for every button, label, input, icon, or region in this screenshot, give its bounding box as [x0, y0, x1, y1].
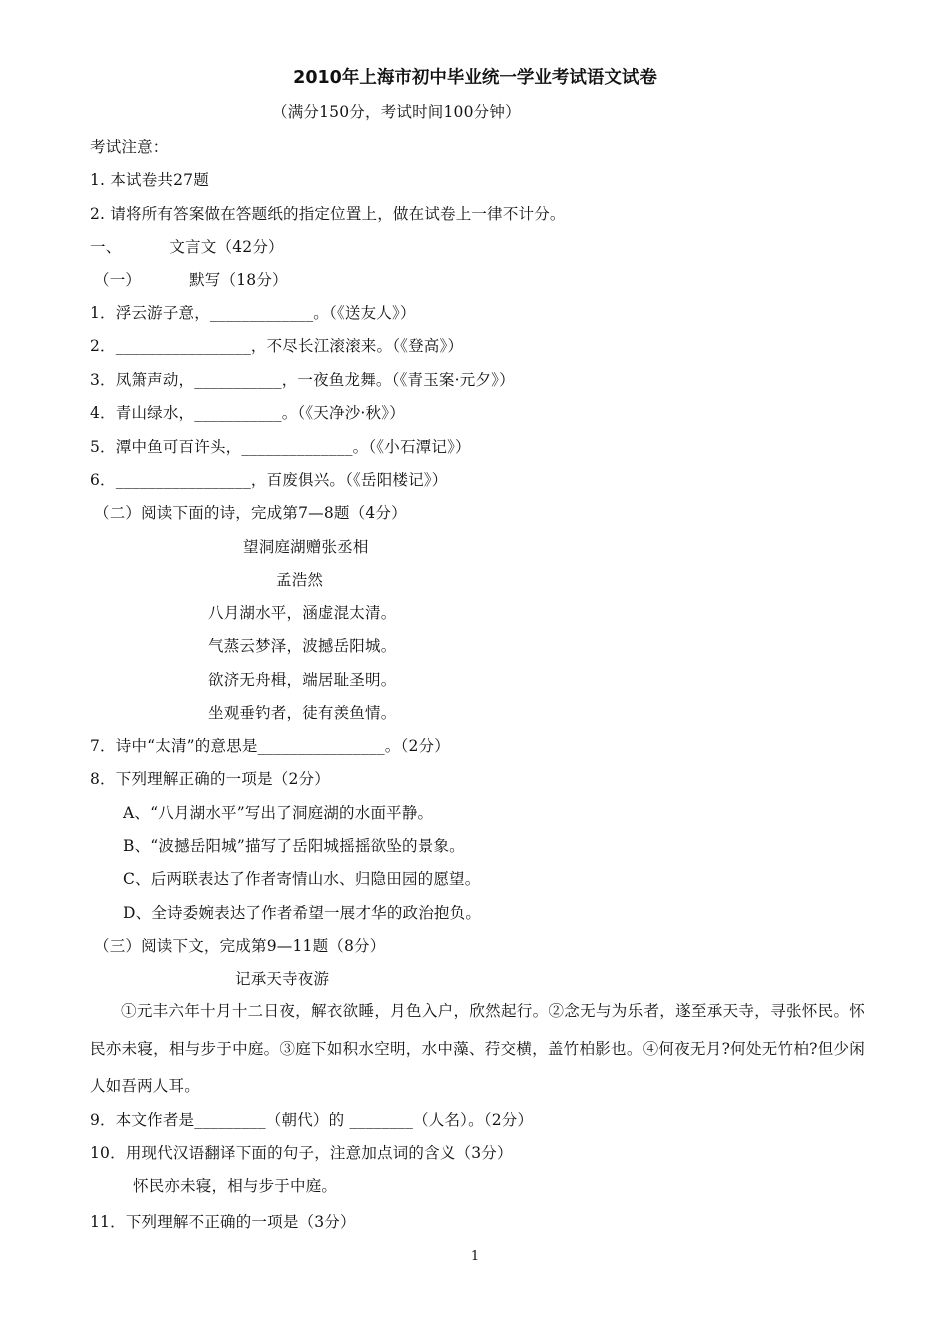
- question-9: 9．本文作者是_________（朝代）的 ________（人名）。（2分）: [90, 1111, 534, 1129]
- part-heading: （二）阅读下面的诗，完成第7—8题（4分）: [94, 504, 407, 522]
- option-d: D、全诗委婉表达了作者希望一展才华的政治抱负。: [123, 904, 482, 922]
- question-7: 7．诗中“太清”的意思是________________。（2分）: [90, 737, 450, 755]
- notice-item: 2. 请将所有答案做在答题纸的指定位置上，做在试卷上一律不计分。: [90, 205, 566, 223]
- notice-header: 考试注意：: [90, 138, 169, 156]
- part-label: 默写（18分）: [189, 271, 288, 289]
- classical-passage: ①元丰六年十月十二日夜，解衣欲睡，月色入户，欣然起行。②念无与为乐者，遂至承天寺，寻张怀民。怀民亦未寝，相与步于中庭。③庭下如积水空明，水中藻、荇交横，盖竹柏影也。④何夜无月?何处无竹柏?但少闲人如吾两人耳。: [90, 1002, 865, 1095]
- poem-line: 八月湖水平，涵虚混太清。: [208, 604, 397, 622]
- page-number: 1: [470, 1249, 480, 1264]
- question-11: 11．下列理解不正确的一项是（3分）: [90, 1213, 356, 1231]
- exam-title: 2010年上海市初中毕业统一学业考试语文试卷: [293, 68, 657, 88]
- notice-item: 1. 本试卷共27题: [90, 171, 209, 189]
- poem-line: 坐观垂钓者，徒有羡鱼情。: [208, 704, 397, 722]
- question-2: 2．_________________，不尽长江滚滚来。（《登高》）: [90, 337, 464, 355]
- poem-line: 气蒸云梦泽，波撼岳阳城。: [208, 637, 397, 655]
- question-10: 10．用现代汉语翻译下面的句子，注意加点词的含义（3分）: [90, 1144, 513, 1162]
- translate-sentence: 怀民亦未寝，相与步于中庭。: [133, 1177, 338, 1195]
- question-1: 1．浮云游子意，_____________。（《送友人》）: [90, 304, 416, 322]
- option-a: A、“八月湖水平”写出了洞庭湖的水面平静。: [123, 804, 434, 822]
- question-8: 8．下列理解正确的一项是（2分）: [90, 770, 330, 788]
- question-6: 6．_________________，百废俱兴。（《岳阳楼记》）: [90, 471, 448, 489]
- question-3: 3．凤箫声动，___________，一夜鱼龙舞。（《青玉案·元夕》）: [90, 371, 515, 389]
- poem-title: 望洞庭湖赠张丞相: [243, 538, 369, 556]
- exam-subtitle: （满分150分，考试时间100分钟）: [272, 103, 521, 121]
- part-number: （一）: [94, 271, 142, 289]
- poem-author: 孟浩然: [276, 571, 324, 589]
- part-heading: [94, 270, 288, 290]
- poem-line: 欲济无舟楫，端居耻圣明。: [208, 671, 397, 689]
- question-5: 5．潭中鱼可百许头，______________。（《小石潭记》）: [90, 438, 471, 456]
- option-c: C、后两联表达了作者寄情山水、归隐田园的愿望。: [123, 870, 481, 888]
- question-4: 4．青山绿水，___________。（《天净沙·秋》）: [90, 404, 405, 422]
- section-label: 文言文（42分）: [169, 238, 284, 256]
- section-heading: [90, 237, 284, 257]
- part-heading: （三）阅读下文，完成第9—11题（8分）: [94, 937, 386, 955]
- section-number: 一、: [90, 238, 122, 256]
- text-title: 记承天寺夜游: [235, 970, 330, 988]
- option-b: B、“波撼岳阳城”描写了岳阳城摇摇欲坠的景象。: [123, 837, 465, 855]
